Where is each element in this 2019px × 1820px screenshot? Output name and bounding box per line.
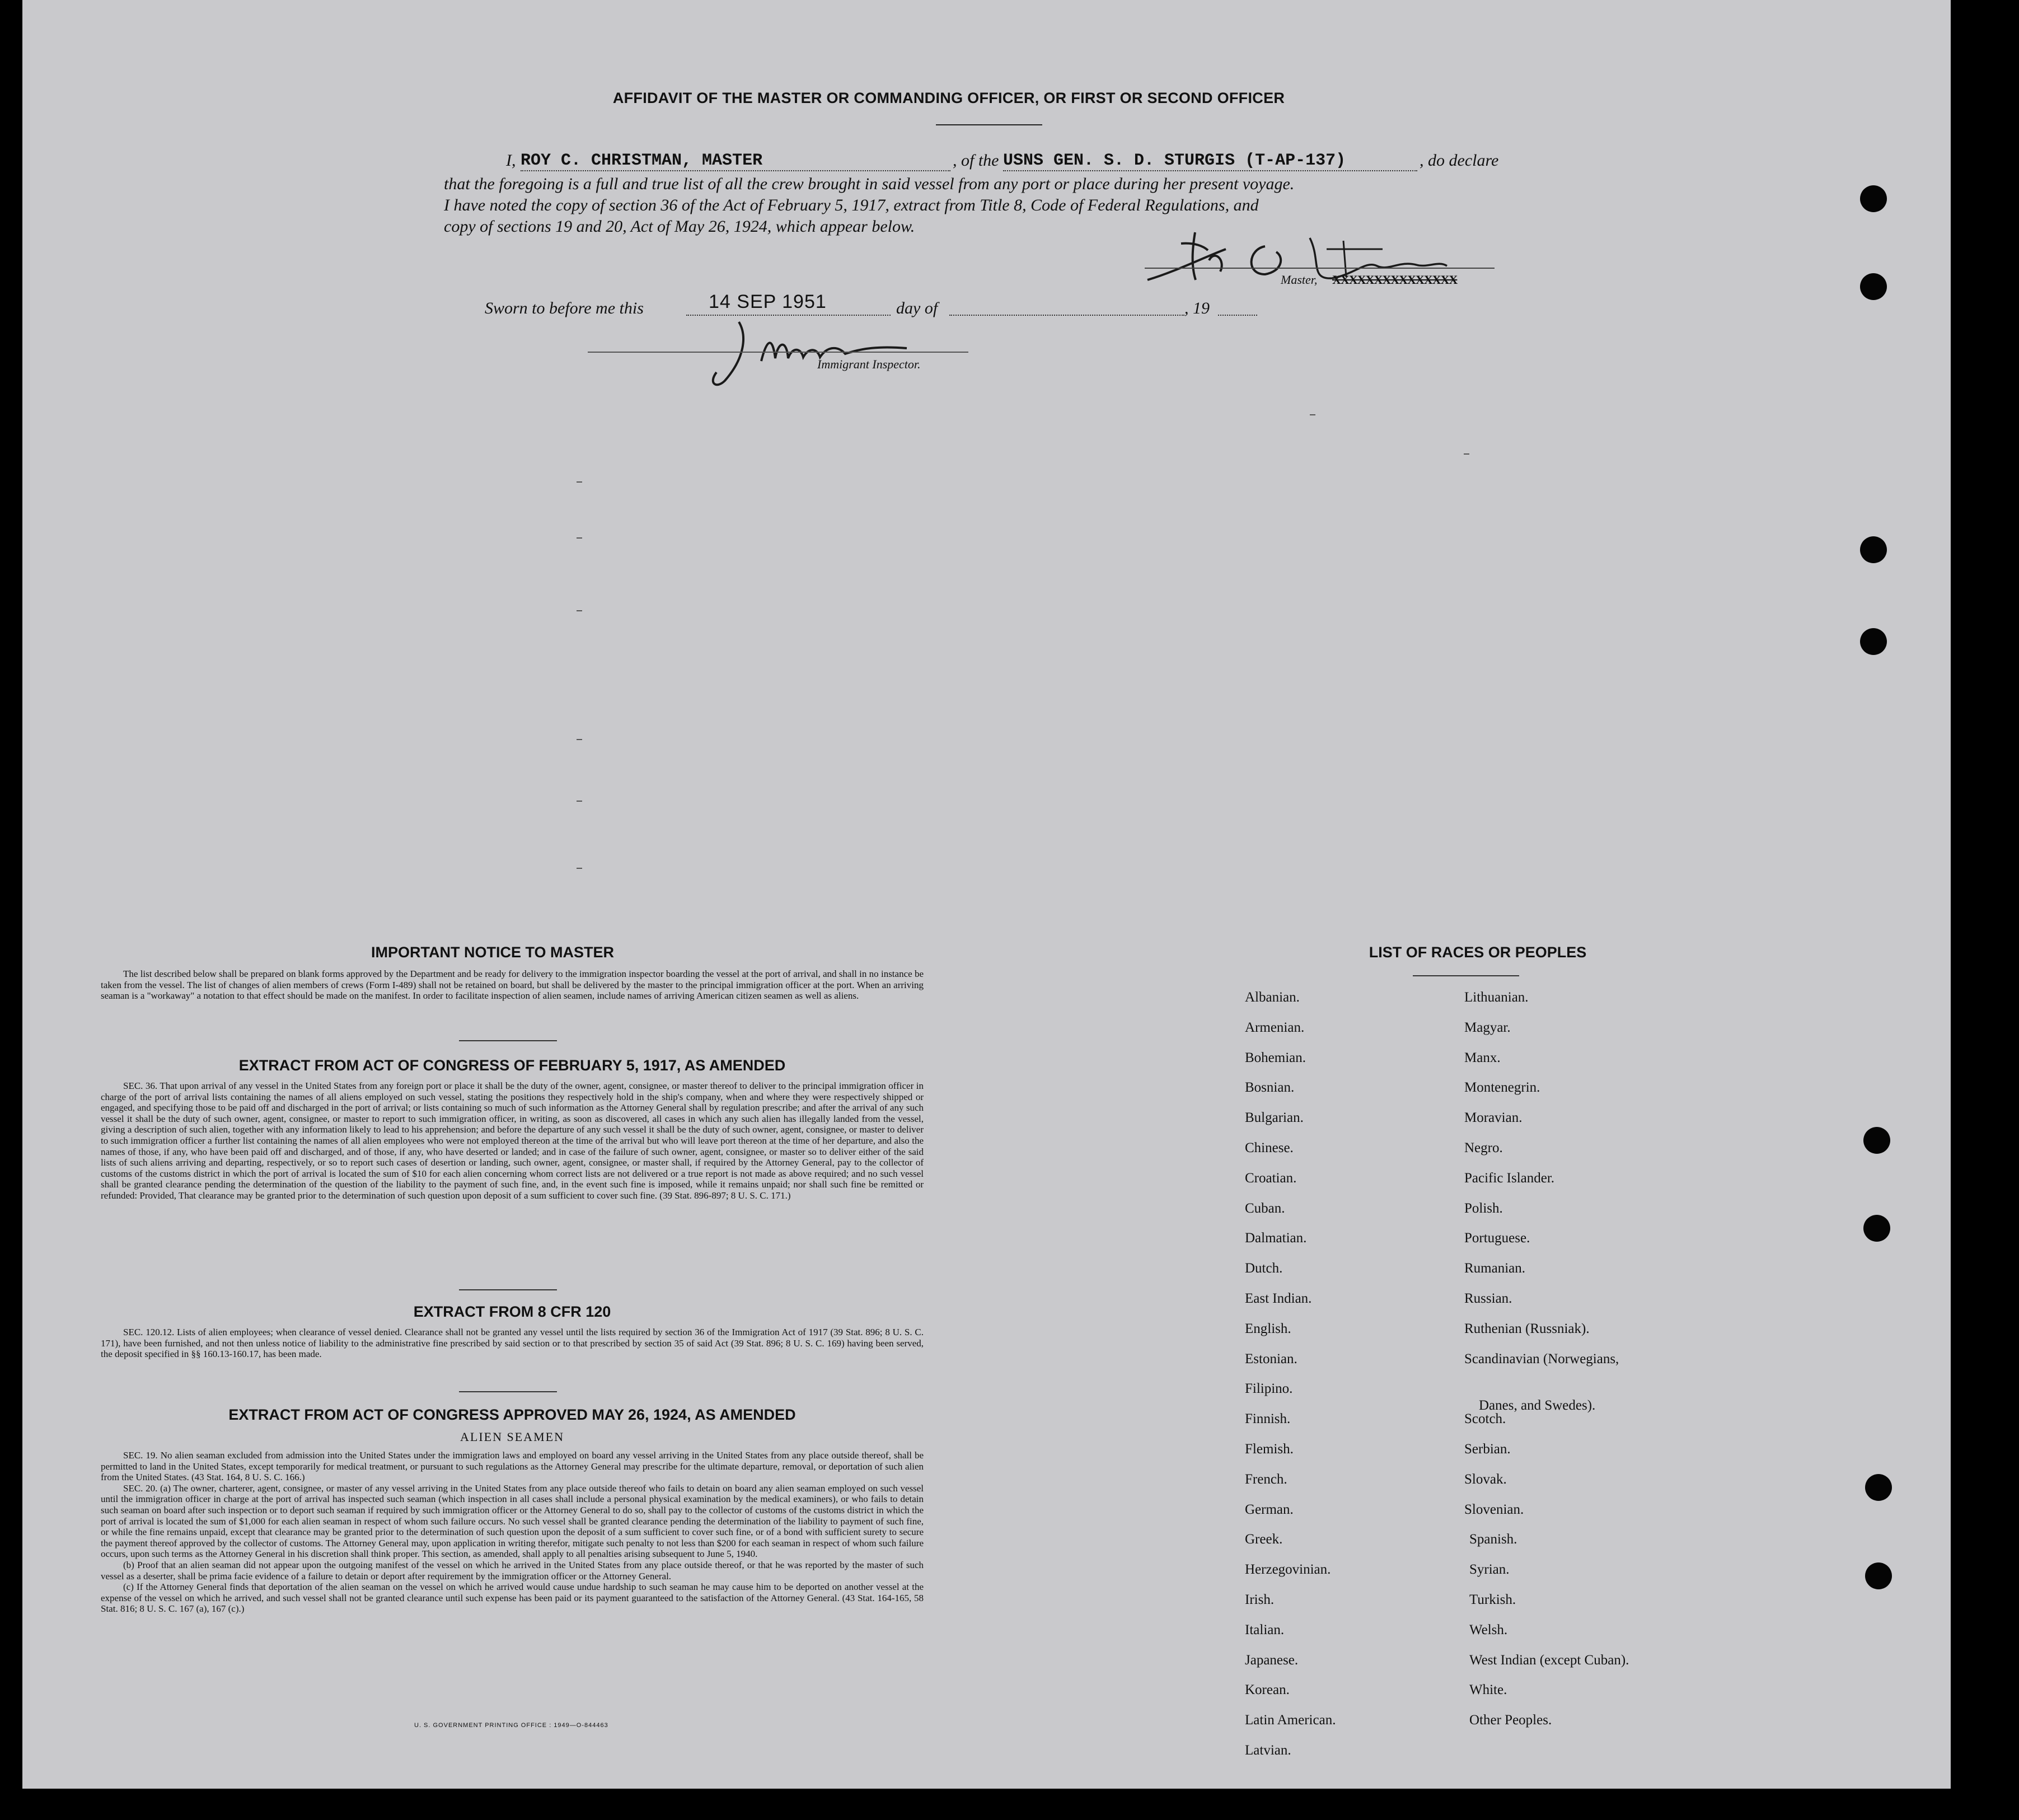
of-the-label: , of the <box>953 151 999 170</box>
race-item: Cuban. <box>1245 1200 1285 1216</box>
race-item: Bosnian. <box>1245 1080 1295 1096</box>
binder-hole <box>1865 1474 1892 1501</box>
extract-1924-body <box>101 1450 924 1615</box>
extract-1924-title: EXTRACT FROM ACT OF CONGRESS APPROVED MAY 26, 1924, AS AMENDED <box>228 1406 796 1423</box>
title-divider <box>936 124 1042 125</box>
cfr-title: EXTRACT FROM 8 CFR 120 <box>413 1303 611 1320</box>
section-19-paragraph: SEC. 19. No alien seaman excluded from admission into the United States under the immigration laws and employed on board any vessel arriving in the United States from any place outside thereof, shall be permitted to land in the United States, except temporarily for medical treatment, or pursuant to such regulations as the Attorney General may prescribe for the ultimate departure, removal, or deportation of such alien from the United States. (43 Stat. 164, 8 U. S. C. 166.) <box>101 1450 924 1483</box>
margin-tick <box>577 610 582 611</box>
margin-tick <box>577 868 582 869</box>
race-item: Slovenian. <box>1464 1501 1524 1517</box>
race-item: Chinese. <box>1245 1140 1294 1155</box>
notice-divider <box>459 1040 557 1041</box>
race-item: Manx. <box>1464 1050 1501 1065</box>
cfr-divider <box>459 1391 557 1392</box>
race-item: East Indian. <box>1245 1291 1312 1306</box>
race-item: Armenian. <box>1245 1019 1305 1035</box>
race-item: Flemish. <box>1245 1442 1294 1457</box>
race-item: Danes, and Swedes). <box>1479 1398 1596 1414</box>
margin-tick <box>1464 453 1469 455</box>
master-caption: Master, <box>1281 273 1318 287</box>
sworn-date-field <box>686 291 891 316</box>
affidavit-title: AFFIDAVIT OF THE MASTER OR COMMANDING OFFICER, OR FIRST OR SECOND OFFICER <box>612 90 1285 106</box>
race-item: Croatian. <box>1245 1170 1297 1186</box>
extract-1917-body <box>101 1080 924 1201</box>
race-item: Welsh. <box>1469 1622 1508 1637</box>
race-item: Filipino. <box>1245 1381 1293 1397</box>
race-item: Scandinavian (Norwegians, <box>1464 1351 1619 1367</box>
affidavit-line-3: I have noted the copy of section 36 of the Act of February 5, 1917, extract from Title 8, Code of Federal Regulations, and <box>444 196 1259 214</box>
cfr-body <box>101 1327 924 1360</box>
binder-hole <box>1863 1215 1890 1242</box>
race-item: Scotch. <box>1464 1411 1506 1427</box>
inspector-caption: Immigrant Inspector. <box>817 357 921 371</box>
race-item: Ruthenian (Russniak). <box>1464 1321 1590 1336</box>
alien-seamen-subtitle: ALIEN SEAMEN <box>460 1430 564 1444</box>
race-item: Bulgarian. <box>1245 1110 1304 1126</box>
inspector-signature <box>677 314 946 392</box>
section-36-paragraph: SEC. 36. That upon arrival of any vessel in the United States from any foreign port or place it shall be the duty of the owner, agent, consignee, or master thereof to deliver to the principal immigration officer in charge of the port of arrival lists containing the names of all aliens employed on such vessel, stating the positions they respectively hold in the ship's company, when and where they were respectively shipped or engaged, and specifying those to be paid off and discharged in the port of arrival; or lists containing so much of such information as the Attorney General shall by regulation prescribe; and after the arrival of any such vessel it shall be the duty of such owner, agent, consignee, or master to report to such immigration officer, in writing, as soon as discovered, all cases in which any such alien has illegally landed from the vessel, giving a description of such alien, together with any information likely to lead to his apprehension; and before the departure of any such vessel it shall be the duty of such owner, agent, consignee, or master to deliver to such immigration officer a further list containing the names of all alien employees who were not employed thereon at the time of the arrival but who will leave port thereon at the time of her departure, and also the names of those, if any, who have been paid off and discharged, and of those, if any, who have deserted or landed; and in case of the failure of such owner, agent, consignee, or master so to deliver either of the said lists of such aliens arriving and departing, respectively, or so to report such cases of desertion or landing, such owner, agent, consignee, or master shall, if required by the Attorney General, pay to the collector of customs of the customs district in which the port of arrival is located the sum of $10 for each alien concerning whom correct lists are not delivered or a true report is not made as above required; and no such vessel shall be granted clearance pending the determination of the question of the liability to the payment of such fine, and, in the event such fine is imposed, while it remains unpaid; nor shall such fine be remitted or refunded: Provided, That clearance may be granted prior to the determination of such question upon deposit of a sum sufficient to cover such fine. (39 Stat. 896-897; 8 U. S. C. 171.) <box>101 1080 924 1201</box>
race-item: Italian. <box>1245 1622 1285 1637</box>
section-20b-paragraph: (b) Proof that an alien seaman did not appear upon the outgoing manifest of the vessel on which he arrived in the United States from any place outside thereof, or that he was reported by the master of such vessel as a deserter, shall be prima facie evidence of a failure to detain or deport after requirement by the immigration officer or the Attorney General. <box>101 1559 924 1582</box>
race-item: White. <box>1469 1682 1507 1698</box>
margin-tick <box>577 537 582 539</box>
vessel-name: USNS GEN. S. D. STURGIS (T-AP-137) <box>1003 151 1346 170</box>
master-name: ROY C. CHRISTMAN, MASTER <box>521 151 763 170</box>
inspector-signature-line <box>588 352 968 353</box>
race-item: Pacific Islander. <box>1464 1170 1555 1186</box>
year-label: , 19 <box>1184 299 1210 317</box>
do-declare-label: , do declare <box>1420 151 1499 170</box>
race-item: Bohemian. <box>1245 1050 1306 1065</box>
extract-1917-divider <box>459 1289 557 1290</box>
race-item: Albanian. <box>1245 990 1300 1005</box>
race-item: Finnish. <box>1245 1411 1291 1427</box>
race-item: Moravian. <box>1464 1110 1523 1126</box>
race-item: French. <box>1245 1471 1287 1487</box>
section-120-12-paragraph: SEC. 120.12. Lists of alien employees; when clearance of vessel denied. Clearance shall not be granted any vessel until the lists required by section 36 of the Immigration Act of 1917 (39 Stat. 896; 8 U. S. C. 171), have been furnished, and not then unless notice of liability to the administrative fine prescribed by said section or to that prescribed by section 35 of said Act (39 Stat. 896; 8 U. S. C. 169) having been served, the deposit specified in §§ 160.13-160.17, has been made. <box>101 1327 924 1360</box>
affidavit-line-1 <box>481 150 1523 172</box>
binder-hole <box>1860 536 1887 563</box>
section-20c-paragraph: (c) If the Attorney General finds that deportation of the alien seaman on the vessel on which he arrived would cause undue hardship to such seaman he may cause him to be deported on another vessel at the expense of the vessel on which he arrived, and such vessel shall not be granted clearance until such expense has been paid or its payment guaranteed to the satisfaction of the Attorney General. (43 Stat. 164-165, 58 Stat. 816; 8 U. S. C. 167 (a), 167 (c).) <box>101 1582 924 1615</box>
race-item: Japanese. <box>1245 1652 1299 1668</box>
affidavit-line-4: copy of sections 19 and 20, Act of May 26, 1924, which appear below. <box>444 217 915 236</box>
race-item: Magyar. <box>1464 1019 1511 1035</box>
i-label: I, <box>506 151 516 170</box>
race-item: Korean. <box>1245 1682 1290 1698</box>
master-name-field <box>521 150 950 171</box>
race-item: Latvian. <box>1245 1743 1291 1758</box>
vessel-name-field <box>1003 150 1417 171</box>
printer-imprint: U. S. GOVERNMENT PRINTING OFFICE : 1949—O-844463 <box>414 1722 608 1729</box>
race-item: Lithuanian. <box>1464 990 1529 1005</box>
race-item: Serbian. <box>1464 1442 1511 1457</box>
race-item: Russian. <box>1464 1291 1512 1306</box>
race-item: Herzegovinian. <box>1245 1562 1331 1578</box>
extract-1917-title: EXTRACT FROM ACT OF CONGRESS OF FEBRUARY 5, 1917, AS AMENDED <box>238 1057 786 1074</box>
race-item: Turkish. <box>1469 1592 1516 1607</box>
margin-tick <box>577 481 582 483</box>
race-item: Negro. <box>1464 1140 1503 1155</box>
margin-tick <box>1310 414 1315 415</box>
year-field <box>1218 291 1257 316</box>
race-item: Spanish. <box>1469 1532 1517 1547</box>
race-item: Dutch. <box>1245 1261 1283 1276</box>
race-item: Rumanian. <box>1464 1261 1526 1276</box>
race-item: Portuguese. <box>1464 1231 1530 1246</box>
sworn-label: Sworn to before me this <box>485 299 644 317</box>
binder-hole <box>1860 273 1887 300</box>
race-item: Montenegrin. <box>1464 1080 1540 1096</box>
race-item: Slovak. <box>1464 1471 1507 1487</box>
races-divider <box>1413 975 1519 976</box>
race-item: Syrian. <box>1469 1562 1510 1578</box>
race-item: Dalmatian. <box>1245 1231 1307 1246</box>
month-field <box>949 291 1184 316</box>
sworn-row <box>485 291 1280 316</box>
master-caption-struck: XXXXXXXXXXXXXXX <box>1332 273 1458 287</box>
race-item: Greek. <box>1245 1532 1283 1547</box>
notice-body <box>101 969 924 1002</box>
section-20a-paragraph: SEC. 20. (a) The owner, charterer, agent, consignee, or master of any vessel arriving in the United States from any place outside thereof who fails to detain on board any alien seaman employed on such vessel until the immigration officer in charge at the port of arrival has inspected such seaman (which inspection in all cases shall include a personal physical examination by the medical examiners), or who fails to detain such seaman on board after such inspection or to deport such seaman if required by such immigration officer or the Attorney General to do so, shall pay to the collector of customs of the customs district in which the port of arrival is located the sum of $1,000 for each alien seaman in respect of whom such failure occurs. No such vessel shall be granted clearance pending the determination of the liability to payment of such fine, or while the fine remains unpaid, except that clearance may be granted prior to the determination of such question upon the deposit of a sum sufficient to cover such fine, or of a bond with sufficient surety to secure the payment thereof approved by the collector of customs. The Attorney General may, upon application in writing therefor, mitigate such penalty to not less than $200 for each seaman in respect of whom such failure occurs, upon such terms as the Attorney General in his discretion shall think proper. This section, as amended, shall apply to all penalties arising subsequent to June 5, 1940. <box>101 1482 924 1560</box>
race-item: German. <box>1245 1501 1294 1517</box>
notice-paragraph: The list described below shall be prepared on blank forms approved by the Department and be ready for delivery to the immigration inspector boarding the vessel at the port of arrival, and shall in no instance be taken from the vessel. The list of changes of alien members of crews (Form I-489) shall not be retained on board, but shall be delivered by the master to the principal immigration officer at the port. When an arriving seaman is a "workaway" a notation to that effect should be made on the manifest. In order to facilitate inspection of alien seamen, include names of arriving American citizen seamen as well as aliens. <box>101 969 924 1002</box>
binder-hole <box>1860 185 1887 212</box>
margin-tick <box>577 739 582 740</box>
race-item: Irish. <box>1245 1592 1275 1607</box>
notice-title: IMPORTANT NOTICE TO MASTER <box>371 944 614 961</box>
race-item: Estonian. <box>1245 1351 1297 1367</box>
margin-tick <box>577 801 582 802</box>
binder-hole <box>1863 1127 1890 1154</box>
race-item: Other Peoples. <box>1469 1713 1552 1728</box>
race-item: Polish. <box>1464 1200 1503 1216</box>
affidavit-line-2: that the foregoing is a full and true list of all the crew brought in said vessel from any port or place during her present voyage. <box>444 175 1295 193</box>
day-of-label: day of <box>896 299 938 317</box>
sworn-date-stamp: 14 SEP 1951 <box>709 291 827 312</box>
document-page <box>22 0 1951 1789</box>
binder-hole <box>1865 1562 1892 1589</box>
race-item: West Indian (except Cuban). <box>1469 1652 1629 1668</box>
binder-hole <box>1860 628 1887 655</box>
master-signature-line <box>1145 268 1495 269</box>
races-title: LIST OF RACES OR PEOPLES <box>1369 944 1587 961</box>
race-item: English. <box>1245 1321 1291 1336</box>
race-item: Latin American. <box>1245 1713 1336 1728</box>
